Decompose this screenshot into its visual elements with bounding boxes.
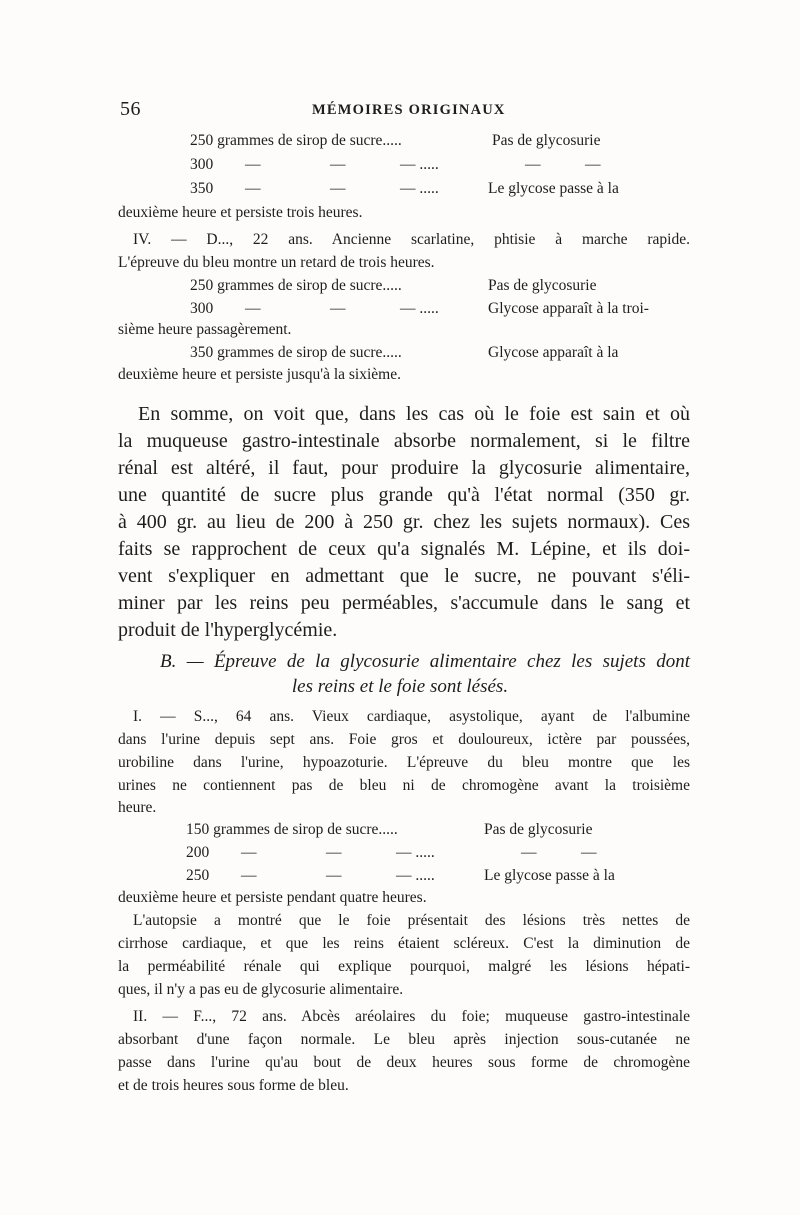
paragraph-line: miner par les reins peu perméables, s'accumule dans le sang et	[118, 592, 690, 614]
dose-label: 200	[186, 844, 210, 861]
case-ii-line: passe dans l'urine qu'au bout de deux heures sous forme de chromogène	[118, 1054, 690, 1071]
ditto-mark: —	[241, 867, 257, 884]
dose-result: Glycose apparaît à la	[488, 344, 619, 361]
paragraph-line: faits se rapprochent de ceux qu'a signalés M. Lépine, et ils doi-	[118, 538, 690, 560]
ditto-mark: —	[245, 180, 261, 197]
ditto-mark: —	[330, 180, 346, 197]
dose-label: 300	[190, 300, 214, 317]
case-i-line: I. — S..., 64 ans. Vieux cardiaque, asystolique, ayant de l'albumine	[133, 708, 690, 725]
text-line: sième heure passagèrement.	[118, 321, 292, 338]
dose-label: 350 grammes de sirop de sucre.....	[190, 344, 402, 361]
autopsy-line: L'autopsie a montré que le foie présentait des lésions très nettes de	[133, 912, 690, 929]
autopsy-line: la perméabilité rénale qui explique pourquoi, malgré les lésions hépati-	[118, 958, 690, 975]
ditto-mark: — .....	[400, 300, 439, 317]
case-ii-line: absorbant d'une façon normale. Le bleu après injection sous-cutanée ne	[118, 1031, 690, 1048]
page-number: 56	[120, 98, 141, 120]
ditto-mark: —	[330, 156, 346, 173]
dose-label: 150 grammes de sirop de sucre.....	[186, 821, 398, 838]
running-title: MÉMOIRES ORIGINAUX	[312, 102, 506, 118]
autopsy-line: ques, il n'y a pas eu de glycosurie alimentaire.	[118, 981, 404, 998]
ditto-mark: —	[521, 844, 537, 861]
dose-result: Le glycose passe à la	[488, 180, 619, 197]
ditto-mark: —	[245, 156, 261, 173]
running-head	[120, 98, 696, 124]
ditto-mark: —	[241, 844, 257, 861]
ditto-mark: —	[245, 300, 261, 317]
text-line: deuxième heure et persiste jusqu'à la sixième.	[118, 366, 401, 383]
dose-label: 250 grammes de sirop de sucre.....	[190, 277, 402, 294]
dose-result: Le glycose passe à la	[484, 867, 615, 884]
text-line: deuxième heure et persiste trois heures.	[118, 204, 363, 221]
section-heading: les reins et le foie sont lésés.	[291, 676, 509, 697]
case-i-line: dans l'urine depuis sept ans. Foie gros et douloureux, ictère par poussées,	[118, 731, 690, 748]
dose-result: Pas de glycosurie	[492, 132, 601, 149]
paragraph-line: En somme, on voit que, dans les cas où le foie est sain et où	[138, 403, 690, 425]
paragraph-line: produit de l'hyperglycémie.	[118, 619, 338, 641]
ditto-mark: — .....	[400, 180, 439, 197]
paragraph-line: rénal est altéré, il faut, pour produire la glycosurie alimentaire,	[118, 457, 690, 479]
paragraph-line: une quantité de sucre plus grande qu'à l'état normal (350 gr.	[118, 484, 690, 506]
text-line: deuxième heure et persiste pendant quatre heures.	[118, 889, 427, 906]
ditto-mark: —	[326, 844, 342, 861]
dose-label: 250 grammes de sirop de sucre.....	[190, 132, 402, 149]
case-ii-line: et de trois heures sous forme de bleu.	[118, 1077, 349, 1094]
ditto-mark: —	[326, 867, 342, 884]
paragraph-line: la muqueuse gastro-intestinale absorbe normalement, si le filtre	[118, 430, 690, 452]
dose-result: Pas de glycosurie	[484, 821, 593, 838]
ditto-mark: —	[585, 156, 601, 173]
paragraph-line: à 400 gr. au lieu de 200 à 250 gr. chez les sujets normaux). Ces	[118, 511, 690, 533]
paragraph-line: vent s'expliquer en admettant que le sucre, ne pouvant s'éli-	[118, 565, 690, 587]
ditto-mark: —	[581, 844, 597, 861]
case-ii-line: II. — F..., 72 ans. Abcès aréolaires du foie; muqueuse gastro-intestinale	[133, 1008, 690, 1025]
section-heading: B. — Épreuve de la glycosurie alimentaire chez les sujets dont	[160, 651, 690, 672]
case-iv-line: IV. — D..., 22 ans. Ancienne scarlatine, phtisie à marche rapide.	[133, 231, 690, 248]
dose-label: 250	[186, 867, 210, 884]
ditto-mark: — .....	[396, 867, 435, 884]
case-iv-line: L'épreuve du bleu montre un retard de trois heures.	[118, 254, 435, 271]
ditto-mark: — .....	[400, 156, 439, 173]
ditto-mark: —	[330, 300, 346, 317]
dose-result: Glycose apparaît à la troi-	[488, 300, 649, 317]
ditto-mark: —	[525, 156, 541, 173]
ditto-mark: — .....	[396, 844, 435, 861]
case-i-line: urobiline dans l'urine, hypoazoturie. L'épreuve du bleu montre que les	[118, 754, 690, 771]
dose-label: 300	[190, 156, 214, 173]
case-i-line: urines ne contiennent pas de bleu ni de chromogène avant la troisième	[118, 777, 690, 794]
dose-result: Pas de glycosurie	[488, 277, 597, 294]
case-i-line: heure.	[118, 799, 157, 816]
autopsy-line: cirrhose cardiaque, et que les reins étaient scléreux. C'est la diminution de	[118, 935, 690, 952]
dose-label: 350	[190, 180, 214, 197]
